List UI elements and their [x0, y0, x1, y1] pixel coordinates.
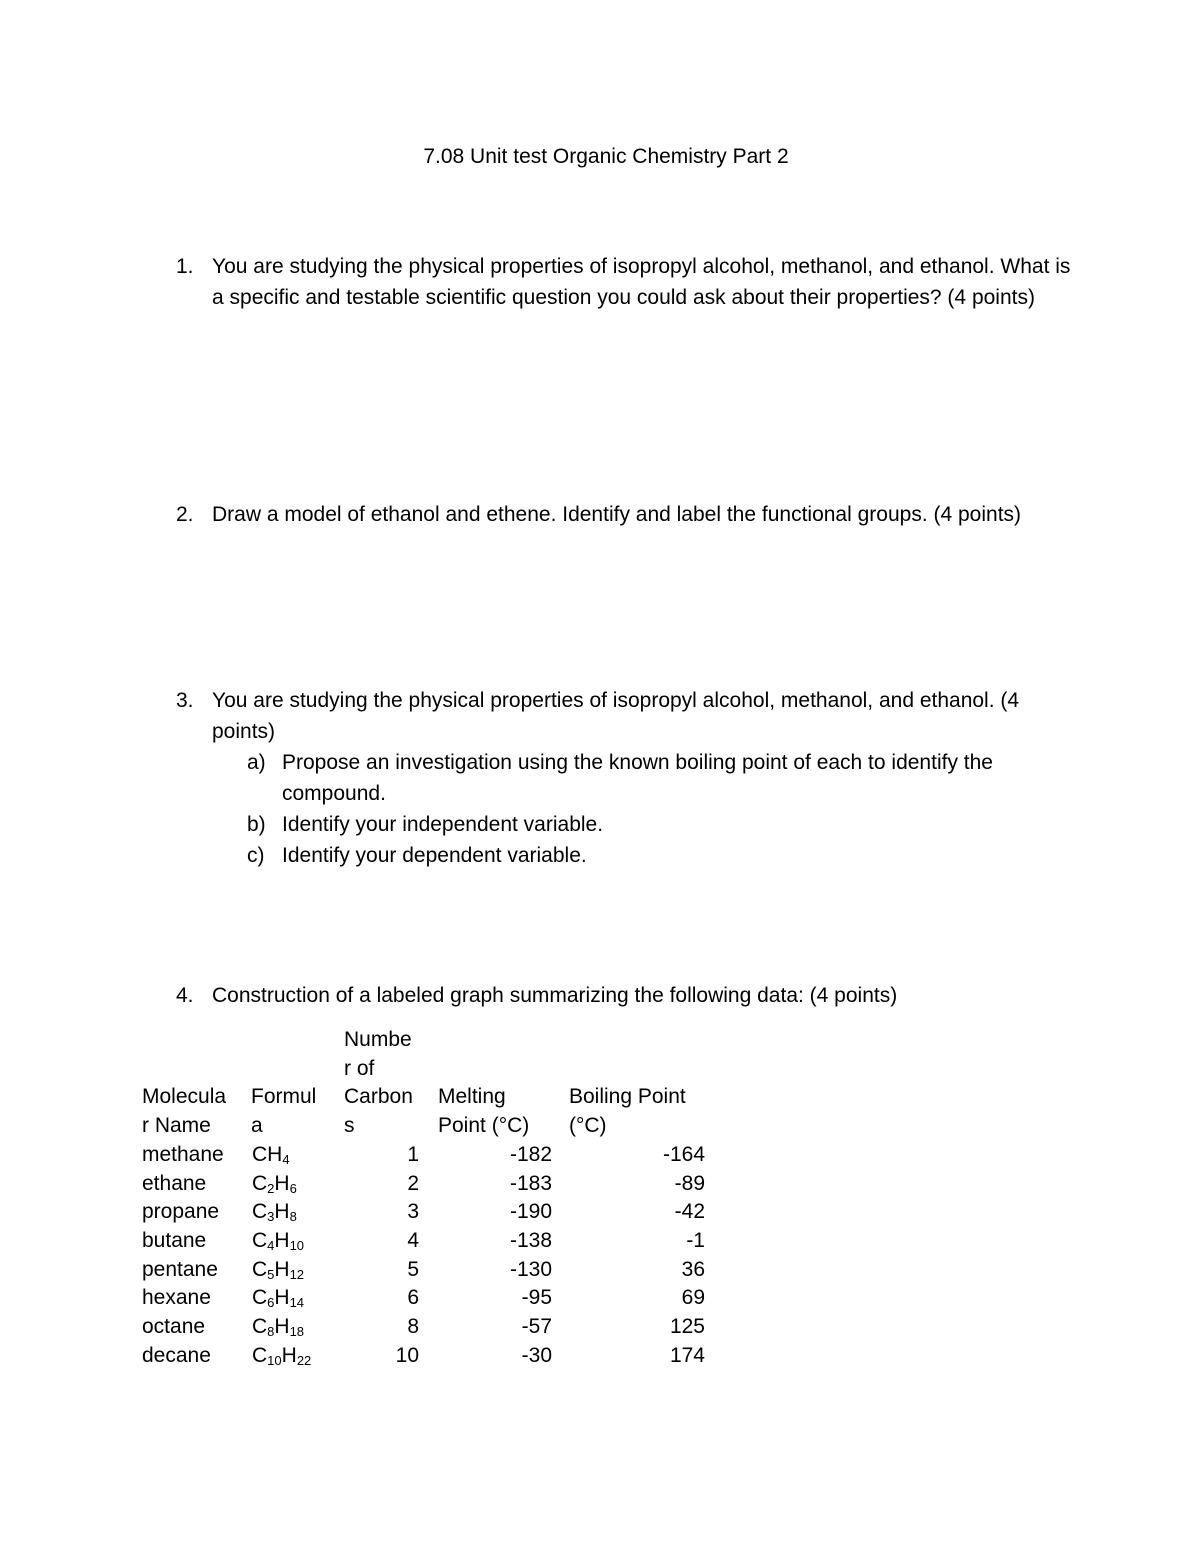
molecular-formula: [252, 1313, 346, 1342]
molecule-name: decane: [142, 1343, 211, 1367]
question-number: 1.: [176, 255, 194, 278]
table-row: [142, 1284, 709, 1313]
table-row: [142, 1313, 709, 1342]
formula-element: C: [252, 1228, 268, 1252]
formula-element: C: [252, 1286, 268, 1310]
question-4: [176, 980, 1076, 1011]
number-of-carbons: 8: [407, 1315, 419, 1339]
alkane-data-table: [142, 1026, 709, 1370]
molecular-formula: [252, 1170, 346, 1199]
melting-point: -182: [509, 1142, 552, 1166]
melting-point: -130: [509, 1257, 552, 1281]
question-3: [176, 685, 1076, 871]
formula-subscript: 2: [267, 1180, 275, 1196]
question-text: Construction of a labeled graph summarizing the following data: (4 points): [212, 984, 898, 1007]
subquestion-text: Identify your dependent variable.: [282, 844, 587, 867]
header-molecular-name: Molecula r Name: [142, 1085, 227, 1138]
melting-point: -30: [521, 1343, 552, 1367]
header-melting-point: Melting Point (°C): [438, 1085, 530, 1138]
table-row: [142, 1198, 709, 1227]
melting-point: -57: [521, 1315, 552, 1339]
number-of-carbons: 3: [407, 1200, 419, 1224]
formula-subscript: 6: [289, 1180, 297, 1196]
table-header-row: [142, 1026, 709, 1141]
molecular-formula: [252, 1198, 346, 1227]
formula-element: C: [252, 1171, 268, 1195]
boiling-point: 69: [681, 1286, 705, 1310]
molecular-formula: [252, 1342, 346, 1371]
number-of-carbons: 2: [407, 1171, 419, 1195]
boiling-point: -42: [674, 1200, 705, 1224]
molecule-name: methane: [142, 1142, 224, 1166]
formula-subscript: 3: [267, 1209, 275, 1225]
boiling-point: -1: [686, 1228, 705, 1252]
subquestion-letter: a): [247, 751, 266, 774]
formula-subscript: 22: [296, 1352, 312, 1368]
number-of-carbons: 10: [395, 1343, 419, 1367]
page-title: 7.08 Unit test Organic Chemistry Part 2: [423, 145, 789, 168]
formula-element: H: [274, 1228, 290, 1252]
molecule-name: octane: [142, 1315, 206, 1339]
header-boiling-point: Boiling Point (°C): [569, 1085, 686, 1138]
formula-element: H: [281, 1343, 297, 1367]
molecule-name: hexane: [142, 1286, 211, 1310]
formula-element: H: [274, 1171, 290, 1195]
boiling-point: -89: [674, 1171, 705, 1195]
formula-subscript: 12: [289, 1266, 305, 1282]
subquestion-letter: c): [247, 844, 265, 867]
subquestion-text: Identify your independent variable.: [282, 813, 604, 836]
number-of-carbons: 6: [407, 1286, 419, 1310]
subquestion-letter: b): [247, 813, 266, 836]
number-of-carbons: 5: [407, 1257, 419, 1281]
table-body: [142, 1141, 709, 1371]
formula-element: C: [252, 1142, 268, 1166]
question-number: 4.: [176, 984, 194, 1007]
table-row: [142, 1141, 709, 1170]
header-number-of-carbons: Numbe r of Carbon s: [344, 1028, 413, 1138]
formula-subscript: 4: [267, 1237, 275, 1253]
table-row: [142, 1227, 709, 1256]
formula-element: H: [274, 1257, 290, 1281]
subquestion-c: [247, 840, 1076, 871]
formula-element: H: [274, 1200, 290, 1224]
formula-subscript: 6: [267, 1295, 275, 1311]
formula-element: C: [252, 1257, 268, 1281]
table-row: [142, 1342, 709, 1371]
formula-element: H: [267, 1142, 283, 1166]
melting-point: -95: [521, 1286, 552, 1310]
boiling-point: 174: [669, 1343, 705, 1367]
subquestion-a: [247, 747, 1076, 809]
molecule-name: pentane: [142, 1257, 218, 1281]
table-row: [142, 1256, 709, 1285]
formula-element: H: [274, 1315, 290, 1339]
number-of-carbons: 4: [407, 1228, 419, 1252]
formula-element: C: [252, 1200, 268, 1224]
formula-element: H: [274, 1286, 290, 1310]
molecular-formula: [252, 1141, 346, 1170]
formula-element: C: [252, 1315, 268, 1339]
subquestion-b: [247, 809, 1076, 840]
question-2: [176, 499, 1076, 530]
formula-subscript: 14: [289, 1295, 305, 1311]
number-of-carbons: 1: [407, 1142, 419, 1166]
melting-point: -190: [509, 1200, 552, 1224]
formula-element: C: [252, 1343, 268, 1367]
question-number: 3.: [176, 689, 194, 712]
table-row: [142, 1170, 709, 1199]
question-1: [176, 251, 1076, 313]
molecule-name: propane: [142, 1200, 220, 1224]
melting-point: -138: [509, 1228, 552, 1252]
formula-subscript: 5: [267, 1266, 275, 1282]
formula-subscript: 18: [289, 1324, 305, 1340]
question-number: 2.: [176, 503, 194, 526]
header-formula: Formul a: [251, 1085, 317, 1138]
subquestion-text: Propose an investigation using the known boiling point of each to identify the compound.: [282, 751, 993, 805]
molecular-formula: [252, 1284, 346, 1313]
formula-subscript: 10: [267, 1352, 282, 1368]
boiling-point: 36: [681, 1257, 705, 1281]
boiling-point: 125: [669, 1315, 705, 1339]
question-text: You are studying the physical properties of isopropyl alcohol, methanol, and ethanol. What is a specific and testable scientific question you could ask about their properties? (4 points): [212, 255, 1071, 309]
formula-subscript: 10: [289, 1237, 305, 1253]
boiling-point: -164: [662, 1142, 705, 1166]
formula-subscript: 8: [289, 1209, 297, 1225]
question-text: You are studying the physical properties of isopropyl alcohol, methanol, and ethanol. (4 points): [212, 689, 1020, 743]
molecule-name: butane: [142, 1228, 207, 1252]
melting-point: -183: [509, 1171, 552, 1195]
question-text: Draw a model of ethanol and ethene. Identify and label the functional groups. (4 points): [212, 503, 1022, 526]
formula-subscript: 8: [267, 1324, 275, 1340]
molecular-formula: [252, 1256, 346, 1285]
formula-subscript: 4: [282, 1151, 290, 1167]
molecule-name: ethane: [142, 1171, 207, 1195]
molecular-formula: [252, 1227, 346, 1256]
subquestion-list: [247, 747, 1076, 871]
